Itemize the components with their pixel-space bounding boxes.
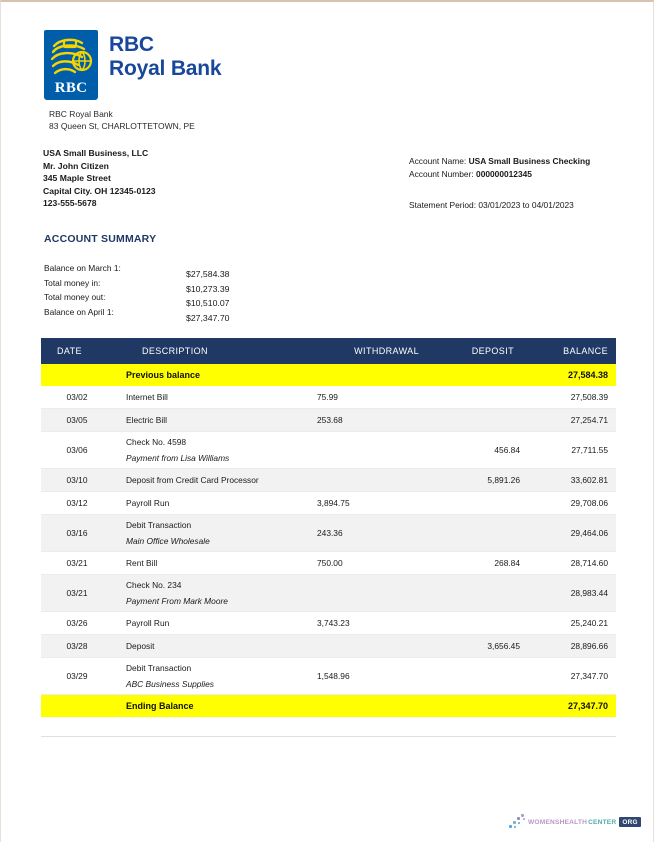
table-header-row xyxy=(41,338,616,364)
row-date: 03/02 xyxy=(66,392,88,402)
row-withdrawal: 750.00 xyxy=(317,558,343,568)
column-header-withdrawal: WITHDRAWAL xyxy=(354,346,419,356)
row-desc-sub: Main Office Wholesale xyxy=(126,535,210,546)
row-balance: 28,896.66 xyxy=(570,641,608,651)
table-row xyxy=(41,492,616,515)
account-number-label: Account Number: xyxy=(409,168,474,179)
watermark-text-secondary: CENTER xyxy=(588,818,617,826)
row-description xyxy=(113,391,313,404)
row-desc-main: Payroll Run xyxy=(126,497,170,508)
summary-values xyxy=(186,267,229,325)
row-date: 03/29 xyxy=(66,671,88,681)
row-withdrawal: 3,743.23 xyxy=(317,618,350,628)
row-deposit: 5,891.26 xyxy=(487,475,520,485)
row-desc-sub: ABC Business Supplies xyxy=(126,678,214,689)
column-header-date: DATE xyxy=(57,346,82,356)
row-balance: 27,347.70 xyxy=(570,671,608,681)
row-balance: 29,708.06 xyxy=(570,498,608,508)
row-withdrawal: 3,894.75 xyxy=(317,498,350,508)
row-desc-main: Check No. 234 xyxy=(126,579,182,590)
row-desc-main: Internet Bill xyxy=(126,391,168,402)
table-row xyxy=(41,658,616,695)
row-withdrawal: 253.68 xyxy=(317,415,343,425)
row-description xyxy=(113,474,313,487)
statement-period: Statement Period: 03/01/2023 to 04/01/2023 xyxy=(409,200,574,210)
row-balance: 29,464.06 xyxy=(570,528,608,538)
rbc-shield-logo xyxy=(44,30,98,100)
table-row xyxy=(41,409,616,432)
row-description xyxy=(113,579,313,608)
table-row xyxy=(41,635,616,658)
row-balance: 33,602.81 xyxy=(570,475,608,485)
account-number-row xyxy=(409,168,590,181)
row-date: 03/06 xyxy=(66,445,88,455)
previous-balance-row xyxy=(41,364,616,386)
table-row xyxy=(41,575,616,612)
row-description xyxy=(113,640,313,653)
row-desc-main: Deposit xyxy=(126,640,155,651)
row-date: 03/26 xyxy=(66,618,88,628)
row-balance: 28,714.60 xyxy=(570,558,608,568)
account-name-label: Account Name: xyxy=(409,156,467,166)
account-number-value: 000000012345 xyxy=(476,168,532,179)
row-desc-main: Electric Bill xyxy=(126,414,167,425)
ending-balance-label: Ending Balance xyxy=(126,701,194,711)
table-row xyxy=(41,432,616,469)
bank-address-line-2: 83 Queen St, CHARLOTTETOWN, PE xyxy=(49,121,195,131)
previous-balance-label: Previous balance xyxy=(126,370,201,380)
row-withdrawal: 243.36 xyxy=(317,528,343,538)
row-description xyxy=(113,519,313,548)
summary-label-1: Total money in: xyxy=(44,277,101,288)
row-description xyxy=(113,436,313,465)
row-deposit: 456.84 xyxy=(494,445,520,455)
summary-value-1: $10,273.39 xyxy=(186,283,230,294)
row-desc-main: Deposit from Credit Card Processor xyxy=(126,474,259,485)
row-description xyxy=(113,414,313,427)
row-balance: 27,711.55 xyxy=(571,445,608,455)
account-info-block xyxy=(409,155,590,180)
table-bottom-divider xyxy=(41,736,616,737)
shield-label: RBC xyxy=(54,80,88,96)
row-desc-main: Debit Transaction xyxy=(126,662,192,673)
previous-balance-amount: 27,584.38 xyxy=(567,370,608,380)
table-row xyxy=(41,469,616,492)
ending-balance-amount: 27,347.70 xyxy=(567,701,608,711)
row-date: 03/21 xyxy=(66,588,88,598)
customer-street: 345 Maple Street xyxy=(43,173,111,184)
row-date: 03/12 xyxy=(66,498,88,508)
row-balance: 27,254.71 xyxy=(570,415,608,425)
customer-company: USA Small Business, LLC xyxy=(43,148,149,158)
row-description xyxy=(113,557,313,570)
summary-value-2: $10,510.07 xyxy=(186,298,230,309)
row-balance: 25,240.21 xyxy=(570,618,608,628)
row-deposit: 268.84 xyxy=(494,558,520,568)
watermark-dots-icon xyxy=(507,813,527,831)
row-balance: 28,983.44 xyxy=(570,588,608,598)
table-row xyxy=(41,515,616,552)
summary-value-3: $27,347.70 xyxy=(186,312,230,323)
table-row xyxy=(41,386,616,409)
row-desc-main: Rent Bill xyxy=(126,557,158,568)
transactions-table xyxy=(41,338,616,717)
customer-phone: 123-555-5678 xyxy=(43,198,97,209)
summary-label-2: Total money out: xyxy=(44,292,106,303)
summary-label-3: Balance on April 1: xyxy=(44,306,114,317)
row-desc-main: Payroll Run xyxy=(126,617,170,628)
watermark-org-badge: ORG xyxy=(619,817,640,827)
column-header-balance: BALANCE xyxy=(563,346,608,356)
wordmark-line-2: Royal Bank xyxy=(109,57,222,80)
row-desc-main: Check No. 4598 xyxy=(126,436,187,447)
row-withdrawal: 1,548.96 xyxy=(317,671,350,681)
ending-balance-row xyxy=(41,695,616,717)
row-description xyxy=(113,662,313,691)
account-name-value: USA Small Business Checking xyxy=(468,156,591,166)
row-desc-main: Debit Transaction xyxy=(126,519,192,530)
account-summary-heading: ACCOUNT SUMMARY xyxy=(44,233,157,245)
row-date: 03/05 xyxy=(66,415,88,425)
row-withdrawal: 75.99 xyxy=(317,392,338,402)
summary-labels xyxy=(44,261,121,319)
row-date: 03/10 xyxy=(66,475,88,485)
wordmark-line-1: RBC xyxy=(109,33,154,56)
summary-label-0: Balance on March 1: xyxy=(44,263,121,273)
site-watermark xyxy=(507,813,641,831)
table-row xyxy=(41,612,616,635)
bank-wordmark xyxy=(109,33,221,81)
bank-address-line-1: RBC Royal Bank xyxy=(49,109,113,119)
account-name-row xyxy=(409,155,590,168)
bank-logo-block xyxy=(44,30,221,100)
row-deposit: 3,656.45 xyxy=(487,641,520,651)
row-description xyxy=(113,497,313,510)
summary-value-0: $27,584.38 xyxy=(186,269,230,279)
row-balance: 27,508.39 xyxy=(570,392,608,402)
column-header-deposit: DEPOSIT xyxy=(471,346,514,356)
table-row xyxy=(41,552,616,575)
row-desc-sub: Payment From Mark Moore xyxy=(126,595,228,606)
customer-name: Mr. John Citizen xyxy=(43,160,109,171)
row-desc-sub: Payment from Lisa Williams xyxy=(126,452,230,463)
row-date: 03/28 xyxy=(66,641,88,651)
row-description xyxy=(113,617,313,630)
column-header-description: DESCRIPTION xyxy=(142,346,208,356)
row-date: 03/16 xyxy=(66,528,88,538)
customer-city-state-zip: Capital City. OH 12345-0123 xyxy=(43,185,156,196)
customer-address-block xyxy=(43,147,156,210)
watermark-text-primary: WOMENSHEALTH xyxy=(528,818,588,826)
row-date: 03/21 xyxy=(66,558,88,568)
bank-address xyxy=(49,108,195,132)
